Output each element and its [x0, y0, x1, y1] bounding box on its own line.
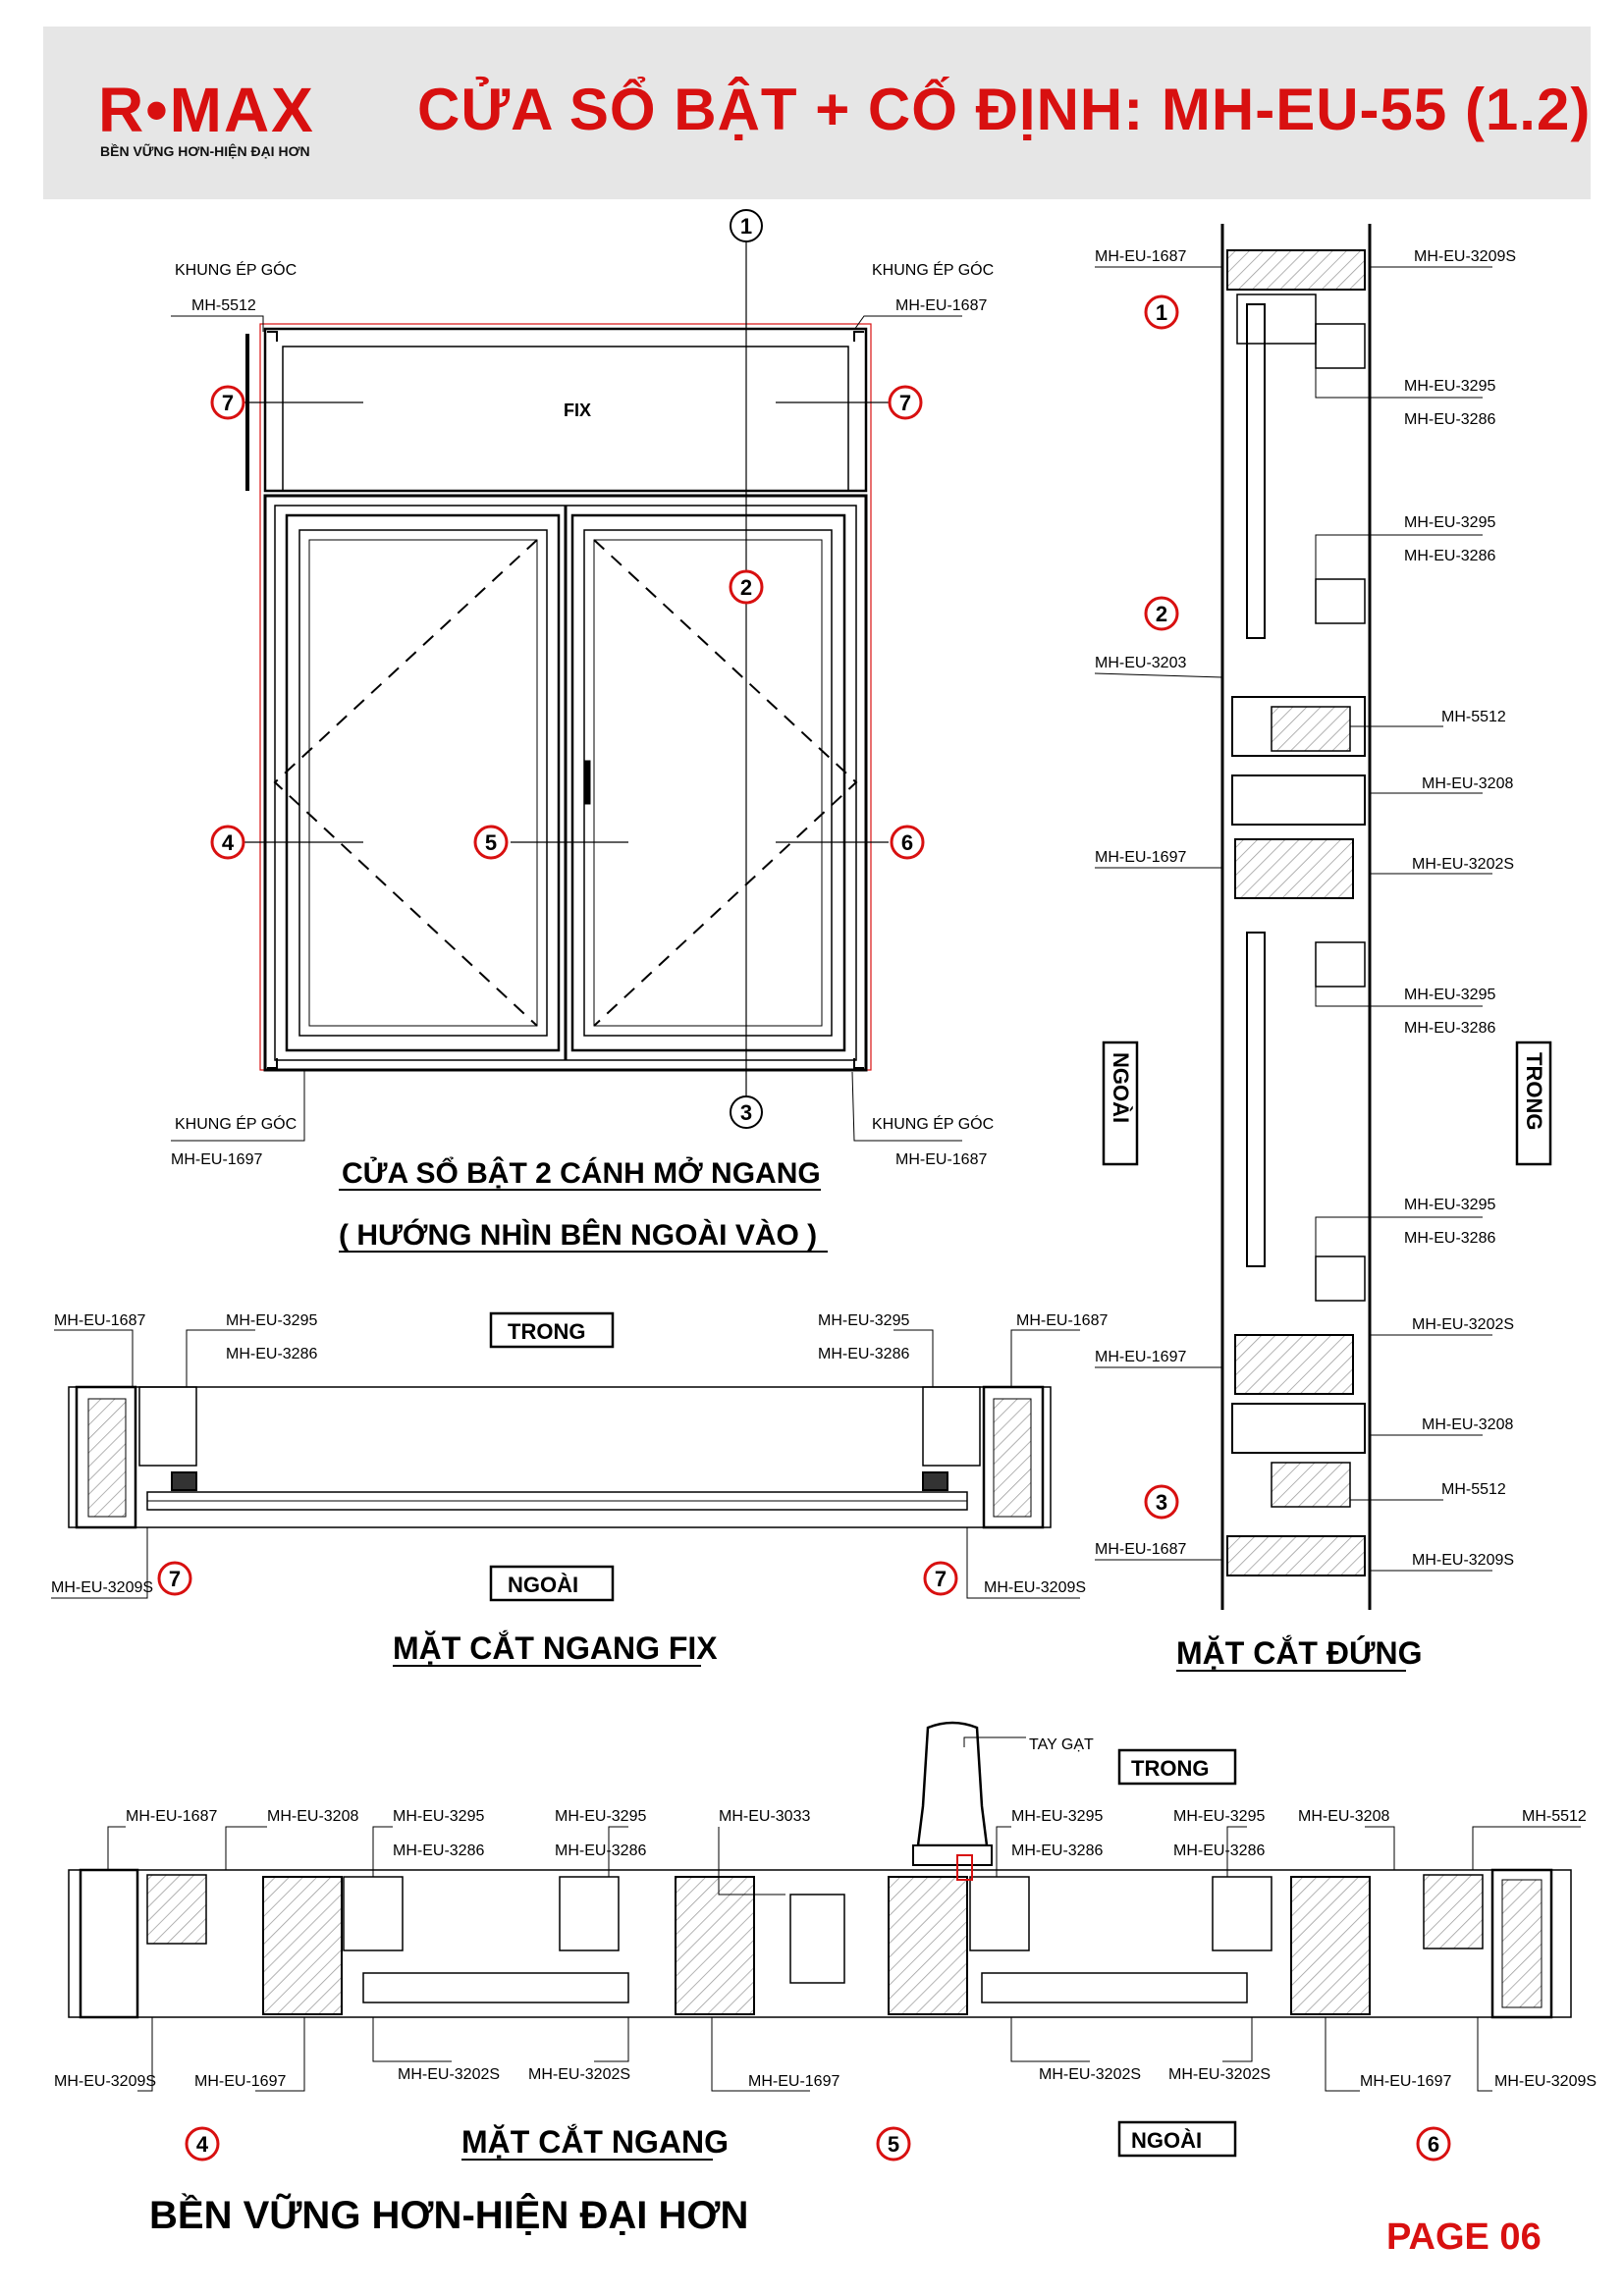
fix-marker-left: 7: [168, 1567, 182, 1591]
right-sash: [572, 515, 844, 1050]
vs-marker-3: 3: [1155, 1490, 1168, 1515]
hs-handle-label: TAY GẠT: [1029, 1736, 1094, 1753]
brand-tagline: BỀN VỮNG HƠN-HIỆN ĐẠI HƠN: [100, 143, 310, 159]
corner-tr-code: MH-EU-1687: [895, 297, 988, 314]
corner-bl-code: MH-EU-1697: [171, 1151, 263, 1168]
hs-bottom-code-1: MH-EU-3209S: [54, 2073, 157, 2090]
corner-br-label: KHUNG ÉP GÓC: [872, 1116, 995, 1133]
vs-caption: MẶT CẮT ĐỨNG: [1176, 1635, 1423, 1671]
vertical-section: [1222, 224, 1370, 1610]
hs-marker-4: 4: [195, 2132, 209, 2157]
vs-right-code-7: MH-EU-3208: [1422, 775, 1514, 792]
vs-left-code-1: MH-EU-1687: [1095, 248, 1187, 265]
vs-right-code-4: MH-EU-3295: [1404, 514, 1496, 531]
hs-top-code-11: MH-EU-3286: [1173, 1842, 1266, 1859]
vs-right-code-2: MH-EU-3295: [1404, 378, 1496, 395]
elevation-caption-2: ( HƯỚNG NHÌN BÊN NGOÀI VÀO ): [339, 1219, 818, 1252]
corner-bl-label: KHUNG ÉP GÓC: [175, 1116, 298, 1133]
fix-inside-label: TRONG: [508, 1319, 586, 1344]
hs-marker-5: 5: [887, 2132, 900, 2157]
hs-top-code-4: MH-EU-3286: [393, 1842, 485, 1859]
vs-right-code-10: MH-EU-3286: [1404, 1020, 1496, 1037]
fix-code-tr: MH-EU-1687: [1016, 1312, 1109, 1329]
hs-bottom-code-7: MH-EU-3202S: [1168, 2066, 1272, 2083]
fix-code-tr2-a: MH-EU-3295: [818, 1312, 910, 1329]
vs-right-code-13: MH-EU-3202S: [1412, 1316, 1515, 1333]
page-title: CỬA SỔ BẬT + CỐ ĐỊNH: MH-EU-55 (1.2): [417, 77, 1592, 142]
fix-code-tl: MH-EU-1687: [54, 1312, 146, 1329]
left-sash: [287, 515, 559, 1050]
vs-outside-label: NGOÀI: [1109, 1052, 1133, 1124]
elevation-markers: [212, 210, 923, 1128]
fix-section: [69, 1387, 1051, 1527]
vs-right-code-1: MH-EU-3209S: [1414, 248, 1517, 265]
marker-1: 1: [739, 214, 753, 239]
fix-outside-label: NGOÀI: [508, 1573, 579, 1597]
hs-bottom-code-9: MH-EU-3209S: [1494, 2073, 1597, 2090]
vs-marker-1: 1: [1155, 300, 1168, 325]
hs-top-code-10: MH-EU-3295: [1173, 1808, 1266, 1825]
hs-top-code-1: MH-EU-1687: [126, 1808, 218, 1825]
hs-caption: MẶT CẮT NGANG: [461, 2124, 729, 2160]
window-elevation: [171, 240, 962, 1141]
hs-bottom-code-2: MH-EU-1697: [194, 2073, 287, 2090]
fix-code-tl2-b: MH-EU-3286: [226, 1346, 318, 1362]
hs-top-code-6: MH-EU-3286: [555, 1842, 647, 1859]
hs-inside-label: TRONG: [1131, 1756, 1210, 1781]
vs-right-code-14: MH-EU-3208: [1422, 1416, 1514, 1433]
fix-marker-right: 7: [934, 1567, 947, 1591]
vs-inside-label: TRONG: [1522, 1052, 1546, 1131]
vs-right-code-9: MH-EU-3295: [1404, 987, 1496, 1003]
vs-left-code-4: MH-EU-1697: [1095, 1349, 1187, 1365]
vs-right-code-5: MH-EU-3286: [1404, 548, 1496, 564]
hs-bottom-code-8: MH-EU-1697: [1360, 2073, 1452, 2090]
vs-left-code-5: MH-EU-1687: [1095, 1541, 1187, 1558]
hs-bottom-code-4: MH-EU-3202S: [528, 2066, 631, 2083]
fix-code-tr2-b: MH-EU-3286: [818, 1346, 910, 1362]
marker-6: 6: [900, 830, 914, 855]
corner-tl-code: MH-5512: [191, 297, 256, 314]
vs-right-code-11: MH-EU-3295: [1404, 1197, 1496, 1213]
fix-code-bl: MH-EU-3209S: [51, 1579, 154, 1596]
elevation-caption-1: CỬA SỔ BẬT 2 CÁNH MỞ NGANG: [342, 1157, 821, 1190]
vs-left-code-3: MH-EU-1697: [1095, 849, 1187, 866]
hs-top-code-7: MH-EU-3033: [719, 1808, 811, 1825]
hs-top-code-12: MH-EU-3208: [1298, 1808, 1390, 1825]
hs-top-code-9: MH-EU-3286: [1011, 1842, 1104, 1859]
hs-top-code-8: MH-EU-3295: [1011, 1808, 1104, 1825]
marker-7-right: 7: [898, 391, 912, 415]
fix-code-tl2-a: MH-EU-3295: [226, 1312, 318, 1329]
corner-tr-label: KHUNG ÉP GÓC: [872, 262, 995, 279]
page-number: PAGE 06: [1386, 2216, 1542, 2258]
corner-br-code: MH-EU-1687: [895, 1151, 988, 1168]
marker-7-left: 7: [221, 391, 235, 415]
vs-left-code-2: MH-EU-3203: [1095, 655, 1187, 671]
hs-bottom-code-3: MH-EU-3202S: [398, 2066, 501, 2083]
marker-2: 2: [739, 575, 753, 600]
horizontal-section: [69, 1723, 1571, 2017]
vs-right-code-3: MH-EU-3286: [1404, 411, 1496, 428]
vs-right-code-15: MH-5512: [1441, 1481, 1506, 1498]
vs-right-code-12: MH-EU-3286: [1404, 1230, 1496, 1247]
vs-right-code-16: MH-EU-3209S: [1412, 1552, 1515, 1569]
vs-marker-2: 2: [1155, 602, 1168, 626]
hs-top-code-3: MH-EU-3295: [393, 1808, 485, 1825]
marker-4: 4: [221, 830, 235, 855]
fix-code-br: MH-EU-3209S: [984, 1579, 1087, 1596]
corner-tl-label: KHUNG ÉP GÓC: [175, 262, 298, 279]
hs-marker-6: 6: [1427, 2132, 1440, 2157]
hs-bottom-code-6: MH-EU-3202S: [1039, 2066, 1142, 2083]
vs-right-code-8: MH-EU-3202S: [1412, 856, 1515, 873]
vs-right-code-6: MH-5512: [1441, 709, 1506, 725]
footer-slogan: BỀN VỮNG HƠN-HIỆN ĐẠI HƠN: [149, 2194, 749, 2237]
marker-3: 3: [739, 1100, 753, 1125]
hs-top-code-2: MH-EU-3208: [267, 1808, 359, 1825]
hs-outside-label: NGOÀI: [1131, 2128, 1203, 2153]
marker-5: 5: [484, 830, 498, 855]
fix-label: FIX: [564, 400, 592, 420]
hs-bottom-code-5: MH-EU-1697: [748, 2073, 840, 2090]
hs-top-code-5: MH-EU-3295: [555, 1808, 647, 1825]
brand-logo: R•MAX: [98, 75, 315, 145]
fix-caption: MẶT CẮT NGANG FIX: [393, 1630, 718, 1666]
hs-top-code-13: MH-5512: [1522, 1808, 1587, 1825]
